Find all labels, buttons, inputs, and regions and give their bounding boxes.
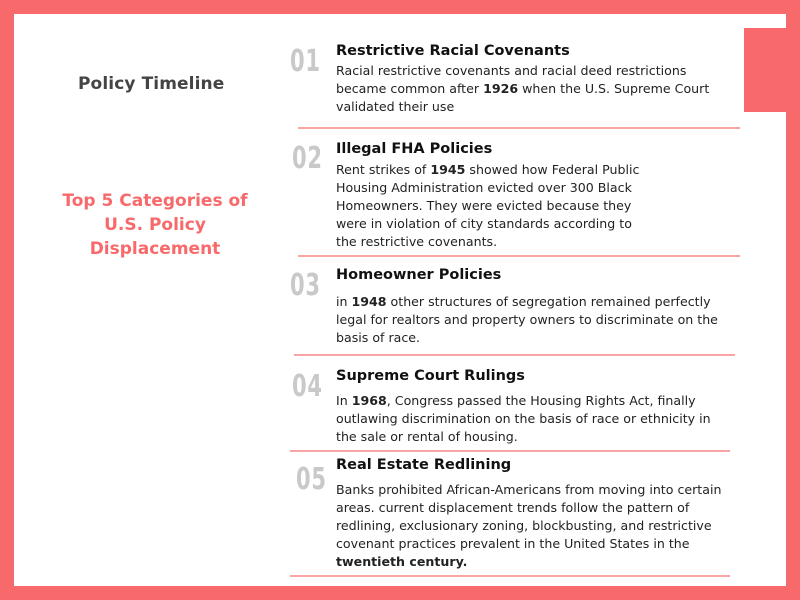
page-subtitle: Top 5 Categories of U.S. Policy Displacement <box>62 191 248 259</box>
item-body-highlight: 1926 <box>483 81 519 96</box>
item-number: 05 <box>296 462 327 497</box>
item-body-text: Rent strikes of <box>336 162 431 177</box>
item-body <box>336 62 726 116</box>
item-body-highlight: twentieth century. <box>336 554 468 569</box>
item-body-text: in <box>336 294 352 309</box>
item-heading: Supreme Court Rulings <box>336 368 525 384</box>
item-number: 04 <box>292 369 323 404</box>
item-heading: Illegal FHA Policies <box>336 141 493 157</box>
item-heading: Real Estate Redlining <box>336 457 512 473</box>
item-divider <box>294 354 735 356</box>
item-heading: Homeowner Policies <box>336 267 502 283</box>
item-body-highlight: 1948 <box>351 294 387 309</box>
item-body-text: In <box>336 393 352 408</box>
item-body-text: other structures of segregation remained perfectly legal for realtors and property owners to discriminate on the basis of race. <box>336 294 718 345</box>
item-body-text: showed how Federal Public Housing Administration evicted over 300 Black Homeowners. They were evicted because they were in violation of city standards according to the restrictive covenants. <box>336 162 640 249</box>
item-body-highlight: 1945 <box>430 162 466 177</box>
item-divider <box>298 127 740 129</box>
item-body-text: Banks prohibited African-Americans from moving into certain areas. current displacement trends follow the pattern of redlining, exclusionary zoning, blockbusting, and restrictive covenant practices prevalent in the United States in the <box>336 482 722 551</box>
item-number: 02 <box>292 141 323 176</box>
item-body <box>336 392 726 446</box>
item-divider <box>298 255 740 257</box>
item-body-highlight: 1968 <box>351 393 387 408</box>
item-body-text: , Congress passed the Housing Rights Act, finally outlawing discrimination on the basis of race or ethnicity in the sale or rental of housing. <box>336 393 711 444</box>
item-body-text: Racial restrictive covenants and racial deed restrictions became common after <box>336 63 687 96</box>
item-body <box>336 293 731 347</box>
item-divider <box>290 450 730 452</box>
item-body <box>336 481 732 571</box>
item-divider <box>290 575 730 577</box>
item-number: 03 <box>290 268 321 303</box>
corner-accent-block <box>744 28 800 112</box>
page-title: Policy Timeline <box>78 74 225 94</box>
item-body-text: when the U.S. Supreme Court validated their use <box>336 81 710 114</box>
item-heading: Restrictive Racial Covenants <box>336 43 570 59</box>
item-body <box>336 161 651 251</box>
item-number: 01 <box>290 44 321 79</box>
